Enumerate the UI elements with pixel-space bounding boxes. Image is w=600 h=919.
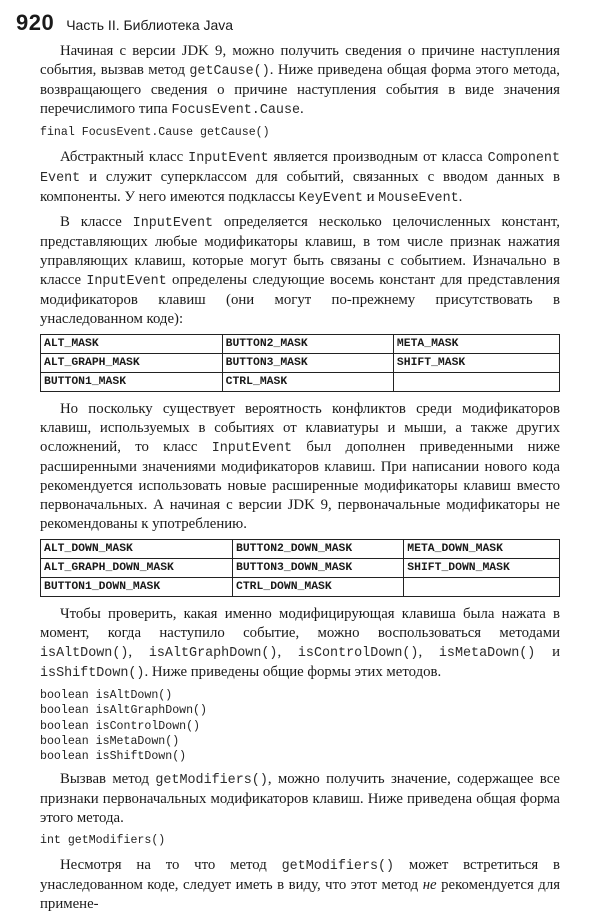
inline-code: InputEvent — [86, 274, 167, 290]
table-cell: ALT_GRAPH_MASK — [41, 354, 223, 373]
table-cell: META_DOWN_MASK — [404, 540, 560, 559]
inline-code: FocusEvent.Cause — [171, 103, 301, 118]
table-row — [41, 373, 560, 392]
table-cell: BUTTON1_DOWN_MASK — [41, 578, 233, 597]
paragraph-modifier-constants: В классе InputEvent определяется несколько целочисленных констант, представляющих любые модификаторы клавиш, в том числе признак нажатия управляющих клавиш, которые могут быть связаны с событием. Изначально в классе InputEvent определены следующие восемь констант для представления модификаторов клавиш (они могут по-прежнему присутствовать в унаследованном коде): — [40, 214, 560, 328]
table-cell: CTRL_MASK — [222, 373, 393, 392]
table-cell: BUTTON3_DOWN_MASK — [233, 559, 404, 578]
paragraph-extended-modifiers: Но поскольку существует вероятность конфликтов среди модификаторов клавиш, используемых в событиях от клавиатуры и мыши, а также других осложнений, то класс InputEvent был дополнен приведенными ниже расширенными значениями модификаторов клавиш. При написании нового кода рекомендуется использовать новые расширенные модификаторы клавиш вместо первоначальных. А начиная с версии JDK 9, первоначальные модификаторы не рекомендованы к употреблению. — [40, 401, 560, 533]
inline-code: InputEvent — [132, 216, 214, 232]
table-row — [41, 335, 560, 354]
inline-code: Component Event — [40, 151, 560, 187]
inline-code: InputEvent — [211, 441, 293, 457]
table-row — [41, 578, 560, 597]
inline-code: isAltGraphDown() — [148, 646, 278, 662]
inline-code: isShiftDown() — [40, 666, 145, 682]
table-cell: SHIFT_MASK — [393, 354, 559, 373]
table-cell: ALT_MASK — [41, 335, 223, 354]
inline-code: isControlDown() — [297, 646, 419, 662]
table-cell: BUTTON2_MASK — [222, 335, 393, 354]
code-getcause-signature: final FocusEvent.Cause getCause() — [40, 126, 270, 139]
code-modifier-methods: boolean isAltDown() boolean isAltGraphDown() boolean isControlDown() boolean isMetaDown() boolean isShiftDown() — [40, 689, 207, 764]
table-extended-modifiers — [40, 539, 560, 597]
table-cell: ALT_DOWN_MASK — [41, 540, 233, 559]
paragraph-inputevent-intro: Абстрактный класс InputEvent является производным от класса Component Event и служит суперклассом для событий, связанных с вводом данных в компоненты. У него имеются подклассы KeyEvent и MouseEvent. — [40, 149, 560, 207]
table-cell: BUTTON1_MASK — [41, 373, 223, 392]
table-original-modifiers — [40, 334, 560, 392]
table-cell: META_MASK — [393, 335, 559, 354]
running-head: Часть II. Библиотека Java — [66, 17, 234, 33]
inline-code: InputEvent — [188, 151, 269, 167]
table-row — [41, 540, 560, 559]
inline-code: KeyEvent — [298, 191, 363, 207]
table-cell: BUTTON2_DOWN_MASK — [233, 540, 404, 559]
table-cell: SHIFT_DOWN_MASK — [404, 559, 560, 578]
table-cell: BUTTON3_MASK — [222, 354, 393, 373]
paragraph-getcause: Начиная с версии JDK 9, можно получить сведения о причине наступления события, вызвав метод getCause(). Ниже приведена общая форма этого метода, возвращающего сведения о причине наступления события в виде значения перечислимого типа FocusEvent.Cause. — [40, 43, 560, 118]
page-header — [16, 10, 233, 34]
code-getmodifiers-signature: int getModifiers() — [40, 834, 166, 848]
inline-code: getModifiers() — [281, 859, 395, 875]
paragraph-getmodifiers: Вызвав метод getModifiers(), можно получить значение, содержащее все признаки первоначальных модификаторов клавиш. Ниже приведена общая форма этого метода. — [40, 771, 561, 827]
inline-code: getModifiers() — [155, 773, 268, 789]
inline-code: isMetaDown() — [438, 646, 536, 662]
paragraph-getmodifiers-deprecated: Несмотря на то что метод getModifiers() может встретиться в унаследованном коде, следует иметь в виду, что этот метод не рекомендуется для примене- — [40, 857, 561, 913]
page-number: 920 — [16, 10, 55, 35]
inline-code: getCause() — [189, 64, 270, 79]
paragraph-modifier-methods: Чтобы проверить, какая именно модифицирующая клавиша была нажата в момент, когда наступило событие, можно воспользоваться методами isAltDown(), isAltGraphDown(), isControlDown(), isMetaDown() и isShiftDown(). Ниже приведены общие формы этих методов. — [40, 606, 560, 682]
emphasis: не — [422, 877, 437, 894]
inline-code: isAltDown() — [40, 646, 129, 662]
page-body — [40, 42, 560, 919]
table-cell: ALT_GRAPH_DOWN_MASK — [41, 559, 233, 578]
table-cell: CTRL_DOWN_MASK — [233, 578, 404, 597]
table-row — [41, 354, 560, 373]
inline-code: MouseEvent — [378, 191, 459, 207]
table-row — [41, 559, 560, 578]
table-cell — [404, 578, 560, 597]
table-cell — [393, 373, 559, 392]
